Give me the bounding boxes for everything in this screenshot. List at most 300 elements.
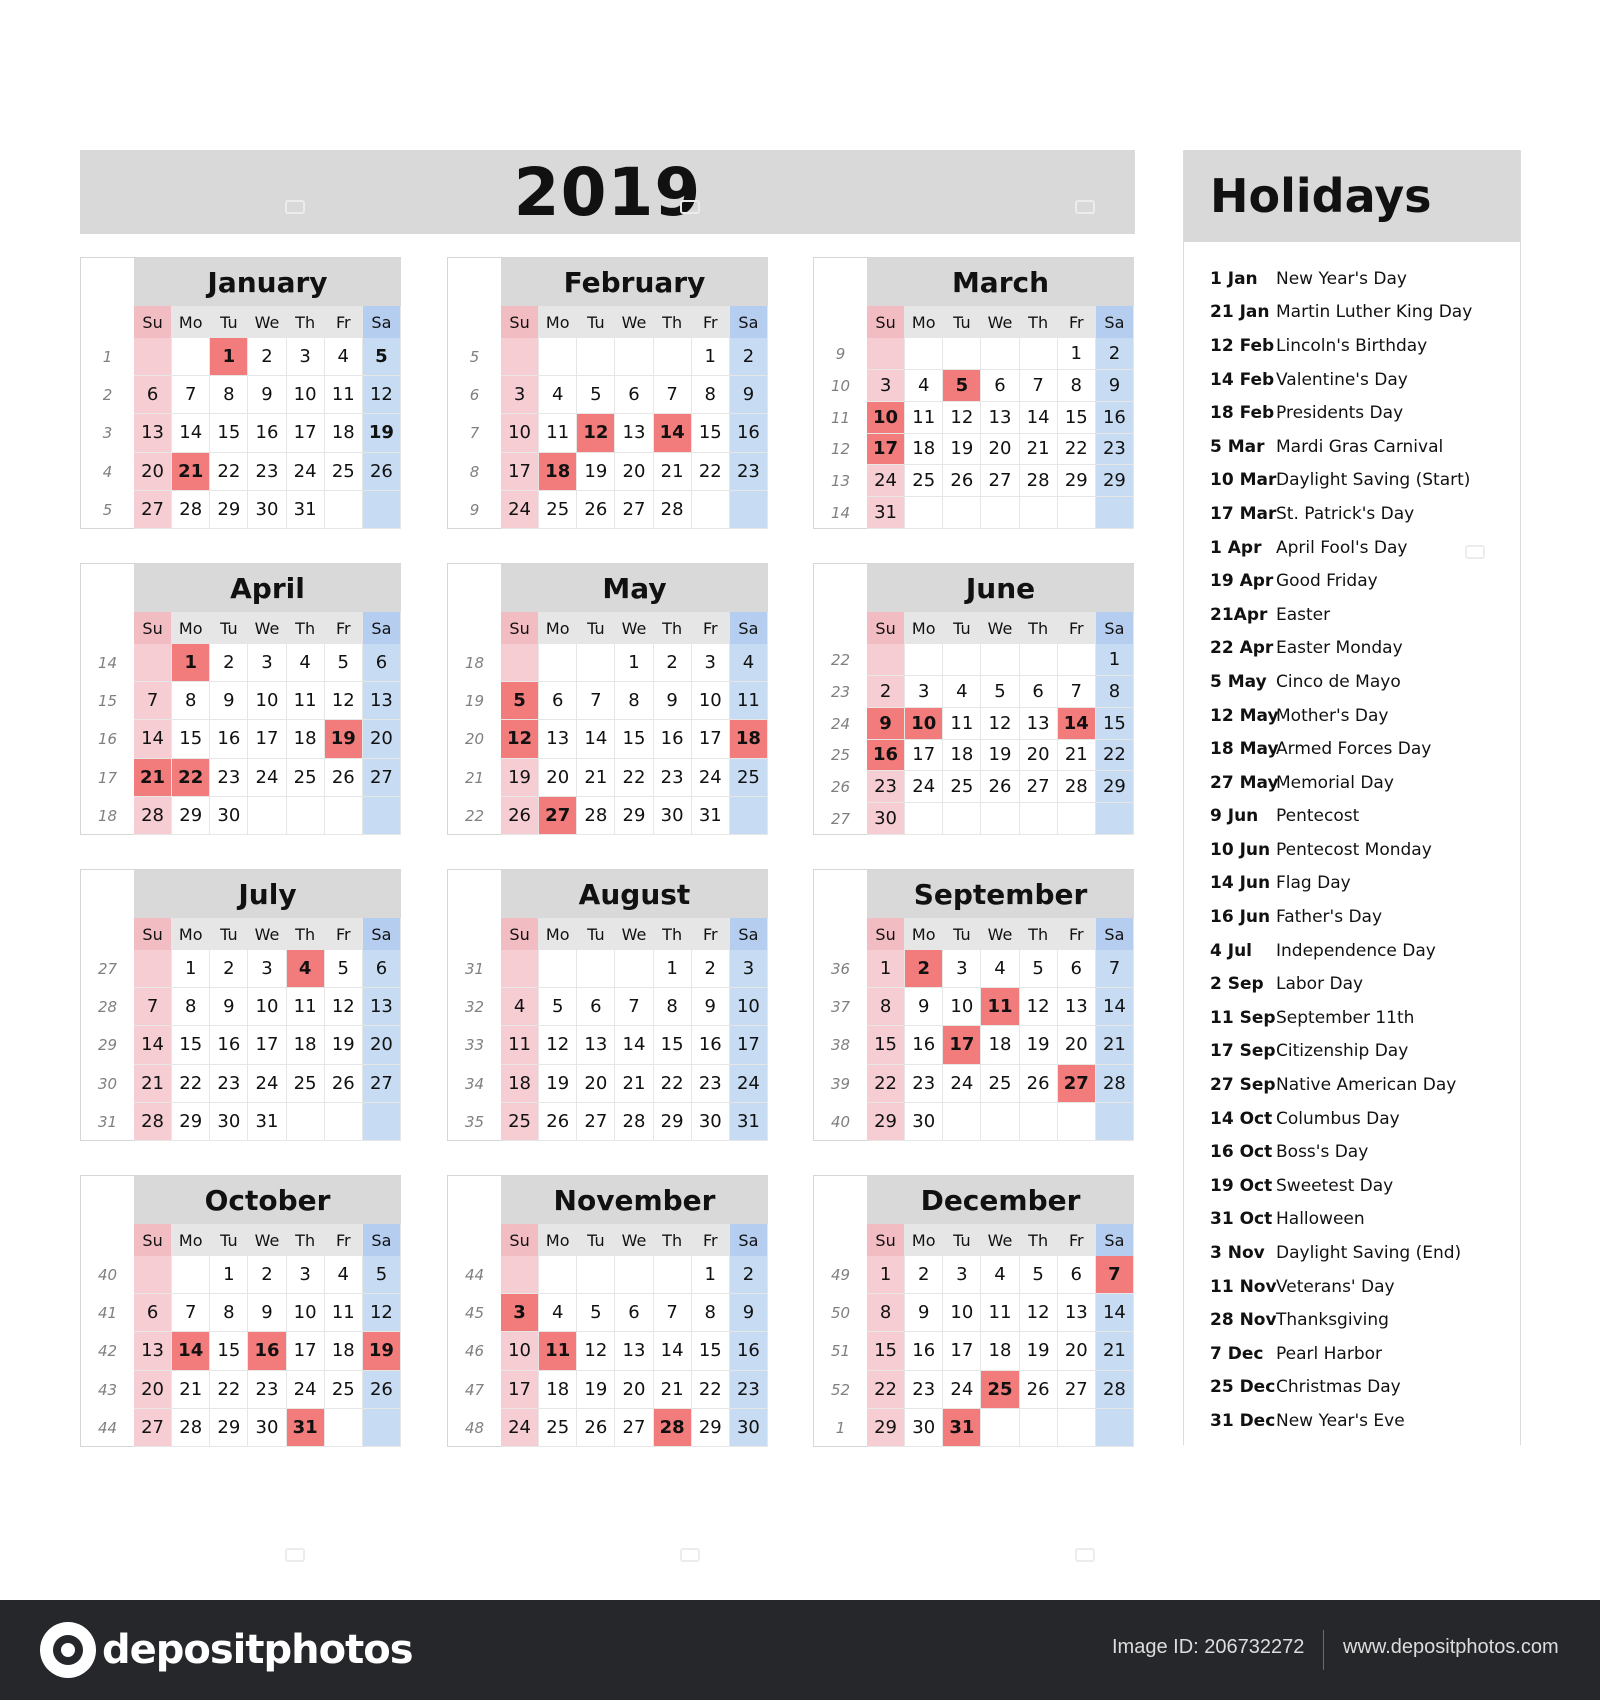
day-cell: 4 [325,338,363,376]
day-cell: 27 [981,465,1019,497]
holiday-row [1184,1371,1520,1405]
day-cell: 2 [248,1256,286,1294]
day-cell: 16 [730,1332,768,1370]
month-title: March [867,258,1134,306]
day-cell: 25 [539,1409,577,1447]
week-number: 15 [97,692,118,711]
day-cell: 17 [943,1026,981,1064]
empty-day-cell [1020,644,1058,676]
day-cell: 23 [248,1371,286,1409]
footer-bar [0,1600,1600,1700]
weekday-header: We [615,918,653,950]
week-number: 34 [464,1074,485,1093]
weekday-header: Sa [363,306,401,338]
day-cell: 17 [692,720,730,758]
day-cell: 16 [248,1332,286,1370]
day-cell: 27 [134,1409,172,1447]
week-number: 44 [464,1266,485,1285]
day-cell: 30 [210,797,248,835]
holiday-row [1184,833,1520,867]
week-number: 40 [830,1112,851,1131]
day-cell: 28 [577,797,615,835]
camera-watermark-icon [680,1548,700,1562]
holiday-date: 14 Feb [1210,369,1275,390]
week-number-header [81,918,134,950]
holiday-name: Independence Day [1276,940,1436,961]
day-cell: 11 [539,1332,577,1370]
weekday-header: Tu [577,918,615,950]
empty-day-cell [363,1103,401,1141]
week-number: 19 [464,692,485,711]
day-cell: 5 [325,950,363,988]
day-cell: 17 [287,1332,325,1370]
week-number: 24 [830,714,851,733]
day-cell: 9 [210,682,248,720]
week-number: 8 [469,462,480,481]
day-cell: 24 [501,1409,539,1447]
holiday-list [1184,242,1520,1438]
day-cell: 1 [867,950,905,988]
month-title: February [501,258,768,306]
day-cell: 9 [730,1294,768,1332]
day-cell: 26 [577,491,615,529]
weekday-header: Mo [539,918,577,950]
month-august [447,869,768,1141]
empty-day-cell [501,644,539,682]
weekday-header: Su [134,612,172,644]
empty-day-cell [363,491,401,529]
empty-day-cell [1058,497,1096,529]
week-number: 51 [830,1342,851,1361]
day-cell: 22 [867,1371,905,1409]
week-number: 9 [469,500,480,519]
day-cell: 2 [654,644,692,682]
holiday-row [1184,900,1520,934]
year-title: 2019 [513,153,702,231]
weekday-header: Fr [692,918,730,950]
weekday-header: Th [1020,612,1058,644]
weekday-header: Fr [1058,306,1096,338]
day-cell: 22 [1096,740,1134,772]
holiday-name: Mardi Gras Carnival [1276,436,1444,457]
day-cell: 27 [577,1103,615,1141]
day-cell: 18 [539,453,577,491]
weekday-header: Fr [1058,612,1096,644]
day-cell: 9 [692,988,730,1026]
day-cell: 29 [867,1409,905,1447]
day-cell: 15 [172,1026,210,1064]
day-cell: 2 [210,950,248,988]
day-cell: 3 [501,1294,539,1332]
holiday-row [1184,766,1520,800]
holiday-date: 12 May [1210,705,1279,726]
weekday-header: Mo [905,918,943,950]
week-number: 20 [464,730,485,749]
empty-day-cell [1058,803,1096,835]
holiday-date: 7 Dec [1210,1343,1264,1364]
holidays-panel [1183,150,1521,1445]
weekday-header: Mo [172,612,210,644]
day-cell: 9 [905,988,943,1026]
holiday-row [1184,1102,1520,1136]
site-url-link[interactable]: www.depositphotos.com [1343,1636,1559,1658]
month-title: August [501,870,768,918]
empty-day-cell [867,644,905,676]
month-title: May [501,564,768,612]
day-cell: 8 [867,1294,905,1332]
empty-day-cell [654,1256,692,1294]
day-cell: 22 [867,1065,905,1103]
day-cell: 18 [981,1332,1019,1370]
holiday-date: 22 Apr [1210,638,1274,659]
day-cell: 26 [539,1103,577,1141]
holiday-date: 17 Sep [1210,1041,1276,1062]
day-cell: 2 [1096,338,1134,370]
day-cell: 4 [943,676,981,708]
weekday-header: Fr [325,1224,363,1256]
empty-day-cell [1058,1103,1096,1141]
weekday-header: Fr [325,918,363,950]
empty-day-cell [1096,497,1134,529]
week-number: 40 [97,1266,118,1285]
day-cell: 6 [134,376,172,414]
week-number-header [814,306,867,338]
empty-day-cell [943,644,981,676]
day-cell: 22 [692,1371,730,1409]
weekday-header: Tu [210,918,248,950]
holiday-row [1184,363,1520,397]
holiday-row [1184,800,1520,834]
day-cell: 22 [615,759,653,797]
day-cell: 19 [1020,1332,1058,1370]
month-day-grid [81,612,401,835]
weekday-header: We [248,612,286,644]
day-cell: 23 [867,771,905,803]
holiday-name: Pearl Harbor [1276,1343,1383,1364]
holiday-row [1184,1404,1520,1438]
day-cell: 8 [615,682,653,720]
month-title: November [501,1176,768,1224]
day-cell: 7 [1020,370,1058,402]
holiday-row [1184,1169,1520,1203]
month-title: January [134,258,401,306]
empty-day-cell [981,338,1019,370]
weekday-header: Mo [172,1224,210,1256]
weekday-header: We [981,918,1019,950]
weekday-header: Th [654,306,692,338]
day-cell: 22 [654,1065,692,1103]
day-cell: 11 [325,1294,363,1332]
day-cell: 16 [1096,402,1134,434]
day-cell: 16 [905,1026,943,1064]
day-cell: 9 [1096,370,1134,402]
day-cell: 8 [867,988,905,1026]
holiday-name: Memorial Day [1276,772,1394,793]
month-day-grid [814,918,1134,1141]
day-cell: 21 [1096,1332,1134,1370]
day-cell: 21 [1058,740,1096,772]
day-cell: 24 [943,1065,981,1103]
day-cell: 12 [501,720,539,758]
day-cell: 23 [210,1065,248,1103]
day-cell: 29 [615,797,653,835]
holiday-date: 14 Oct [1210,1108,1273,1129]
week-number: 10 [830,376,851,395]
depositphotos-logo[interactable] [40,1622,413,1678]
empty-day-cell [577,1256,615,1294]
holiday-date: 9 Jun [1210,806,1259,827]
weekday-header: Fr [692,612,730,644]
holiday-name: Labor Day [1276,974,1364,995]
weekday-header: Tu [577,612,615,644]
holiday-name: Pentecost Monday [1276,839,1432,860]
day-cell: 23 [654,759,692,797]
day-cell: 16 [905,1332,943,1370]
day-cell: 7 [654,376,692,414]
day-cell: 19 [981,740,1019,772]
holiday-name: Valentine's Day [1276,369,1408,390]
day-cell: 12 [1020,1294,1058,1332]
empty-day-cell [1096,1103,1134,1141]
weekday-header: Su [501,612,539,644]
weekday-header: Su [134,918,172,950]
empty-day-cell [577,950,615,988]
day-cell: 23 [248,453,286,491]
day-cell: 1 [172,644,210,682]
weekday-header: We [981,612,1019,644]
weekday-header: Th [654,1224,692,1256]
day-cell: 31 [692,797,730,835]
day-cell: 13 [134,414,172,452]
day-cell: 13 [615,1332,653,1370]
day-cell: 3 [692,644,730,682]
day-cell: 9 [730,376,768,414]
holiday-date: 1 Jan [1210,268,1258,289]
day-cell: 17 [501,453,539,491]
day-cell: 18 [943,740,981,772]
week-number: 35 [464,1112,485,1131]
day-cell: 1 [615,644,653,682]
week-number: 48 [464,1418,485,1437]
day-cell: 1 [1058,338,1096,370]
empty-day-cell [363,1409,401,1447]
day-cell: 1 [654,950,692,988]
empty-day-cell [134,644,172,682]
day-cell: 13 [1020,708,1058,740]
holiday-date: 21Apr [1210,604,1268,625]
month-july [80,869,401,1141]
day-cell: 22 [172,759,210,797]
day-cell: 31 [287,491,325,529]
day-cell: 31 [248,1103,286,1141]
week-number: 31 [464,960,485,979]
day-cell: 11 [981,988,1019,1026]
week-number: 38 [830,1036,851,1055]
month-may [447,563,768,835]
empty-day-cell [943,1103,981,1141]
empty-day-cell [172,1256,210,1294]
day-cell: 23 [692,1065,730,1103]
day-cell: 11 [325,376,363,414]
day-cell: 15 [692,1332,730,1370]
day-cell: 17 [501,1371,539,1409]
empty-day-cell [577,644,615,682]
day-cell: 25 [981,1371,1019,1409]
day-cell: 17 [867,434,905,466]
week-number: 17 [97,768,118,787]
week-number: 22 [830,650,851,669]
empty-day-cell [730,491,768,529]
day-cell: 21 [654,453,692,491]
day-cell: 21 [1096,1026,1134,1064]
empty-day-cell [943,338,981,370]
day-cell: 7 [134,988,172,1026]
day-cell: 16 [692,1026,730,1064]
day-cell: 9 [248,1294,286,1332]
day-cell: 26 [325,1065,363,1103]
day-cell: 5 [1020,950,1058,988]
holiday-row [1184,1337,1520,1371]
empty-day-cell [539,1256,577,1294]
day-cell: 3 [248,950,286,988]
day-cell: 13 [539,720,577,758]
day-cell: 7 [172,376,210,414]
week-number: 9 [835,344,846,363]
day-cell: 10 [248,988,286,1026]
month-day-grid [81,1224,401,1447]
empty-day-cell [325,1409,363,1447]
week-number-header [81,1224,134,1256]
week-number: 5 [102,500,113,519]
weekday-header: Sa [363,1224,401,1256]
day-cell: 25 [501,1103,539,1141]
day-cell: 14 [1020,402,1058,434]
day-cell: 24 [905,771,943,803]
day-cell: 22 [210,1371,248,1409]
empty-day-cell [539,644,577,682]
day-cell: 11 [287,682,325,720]
day-cell: 20 [615,1371,653,1409]
day-cell: 24 [730,1065,768,1103]
weekday-header: Sa [730,918,768,950]
day-cell: 15 [172,720,210,758]
day-cell: 11 [981,1294,1019,1332]
day-cell: 14 [654,414,692,452]
empty-day-cell [943,803,981,835]
day-cell: 18 [325,414,363,452]
day-cell: 27 [615,1409,653,1447]
day-cell: 16 [210,720,248,758]
empty-day-cell [577,338,615,376]
day-cell: 18 [905,434,943,466]
holiday-date: 11 Sep [1210,1007,1276,1028]
week-number: 41 [97,1304,118,1323]
day-cell: 21 [172,1371,210,1409]
day-cell: 3 [248,644,286,682]
empty-day-cell [1020,338,1058,370]
holiday-name: Daylight Saving (End) [1276,1243,1462,1264]
day-cell: 19 [363,414,401,452]
day-cell: 9 [654,682,692,720]
day-cell: 27 [1058,1371,1096,1409]
holiday-date: 5 Mar [1210,436,1265,457]
holiday-date: 19 Apr [1210,571,1274,592]
week-number-header [814,1224,867,1256]
empty-day-cell [363,797,401,835]
day-cell: 31 [867,497,905,529]
day-cell: 20 [577,1065,615,1103]
weekday-header: Mo [905,612,943,644]
day-cell: 30 [905,1103,943,1141]
holiday-date: 25 Dec [1210,1377,1276,1398]
day-cell: 1 [210,1256,248,1294]
day-cell: 4 [730,644,768,682]
day-cell: 26 [943,465,981,497]
day-cell: 14 [134,720,172,758]
holiday-row [1184,296,1520,330]
empty-day-cell [692,491,730,529]
holiday-date: 12 Feb [1210,335,1275,356]
day-cell: 16 [654,720,692,758]
day-cell: 20 [134,1371,172,1409]
day-cell: 26 [1020,1371,1058,1409]
day-cell: 20 [134,453,172,491]
empty-day-cell [615,338,653,376]
week-number: 3 [102,424,113,443]
holiday-row [1184,1203,1520,1237]
holiday-name: St. Patrick's Day [1276,503,1415,524]
weekday-header: Tu [577,1224,615,1256]
weekday-header: We [615,612,653,644]
month-title: April [134,564,401,612]
weekday-header: Su [867,1224,905,1256]
day-cell: 21 [134,759,172,797]
day-cell: 5 [943,370,981,402]
day-cell: 13 [577,1026,615,1064]
holiday-name: Veterans' Day [1276,1276,1395,1297]
day-cell: 20 [363,720,401,758]
day-cell: 17 [287,414,325,452]
day-cell: 10 [287,1294,325,1332]
holidays-title: Holidays [1184,150,1520,242]
week-number: 50 [830,1304,851,1323]
holiday-name: Columbus Day [1276,1108,1400,1129]
weekday-header: Tu [943,918,981,950]
day-cell: 20 [363,1026,401,1064]
month-march [813,257,1134,529]
week-number: 26 [830,778,851,797]
day-cell: 3 [730,950,768,988]
holiday-row [1184,430,1520,464]
day-cell: 16 [730,414,768,452]
weekday-header: Su [867,306,905,338]
day-cell: 23 [905,1371,943,1409]
week-number: 22 [464,806,485,825]
weekday-header: We [248,918,286,950]
holiday-row [1184,262,1520,296]
empty-day-cell [905,338,943,370]
day-cell: 29 [1058,465,1096,497]
weekday-header: Mo [905,1224,943,1256]
day-cell: 28 [134,797,172,835]
week-number: 21 [464,768,485,787]
day-cell: 27 [1058,1065,1096,1103]
holiday-name: Good Friday [1276,571,1378,592]
empty-day-cell [730,797,768,835]
weekday-header: Sa [730,1224,768,1256]
weekday-header: Su [134,306,172,338]
weekday-header: Th [287,1224,325,1256]
